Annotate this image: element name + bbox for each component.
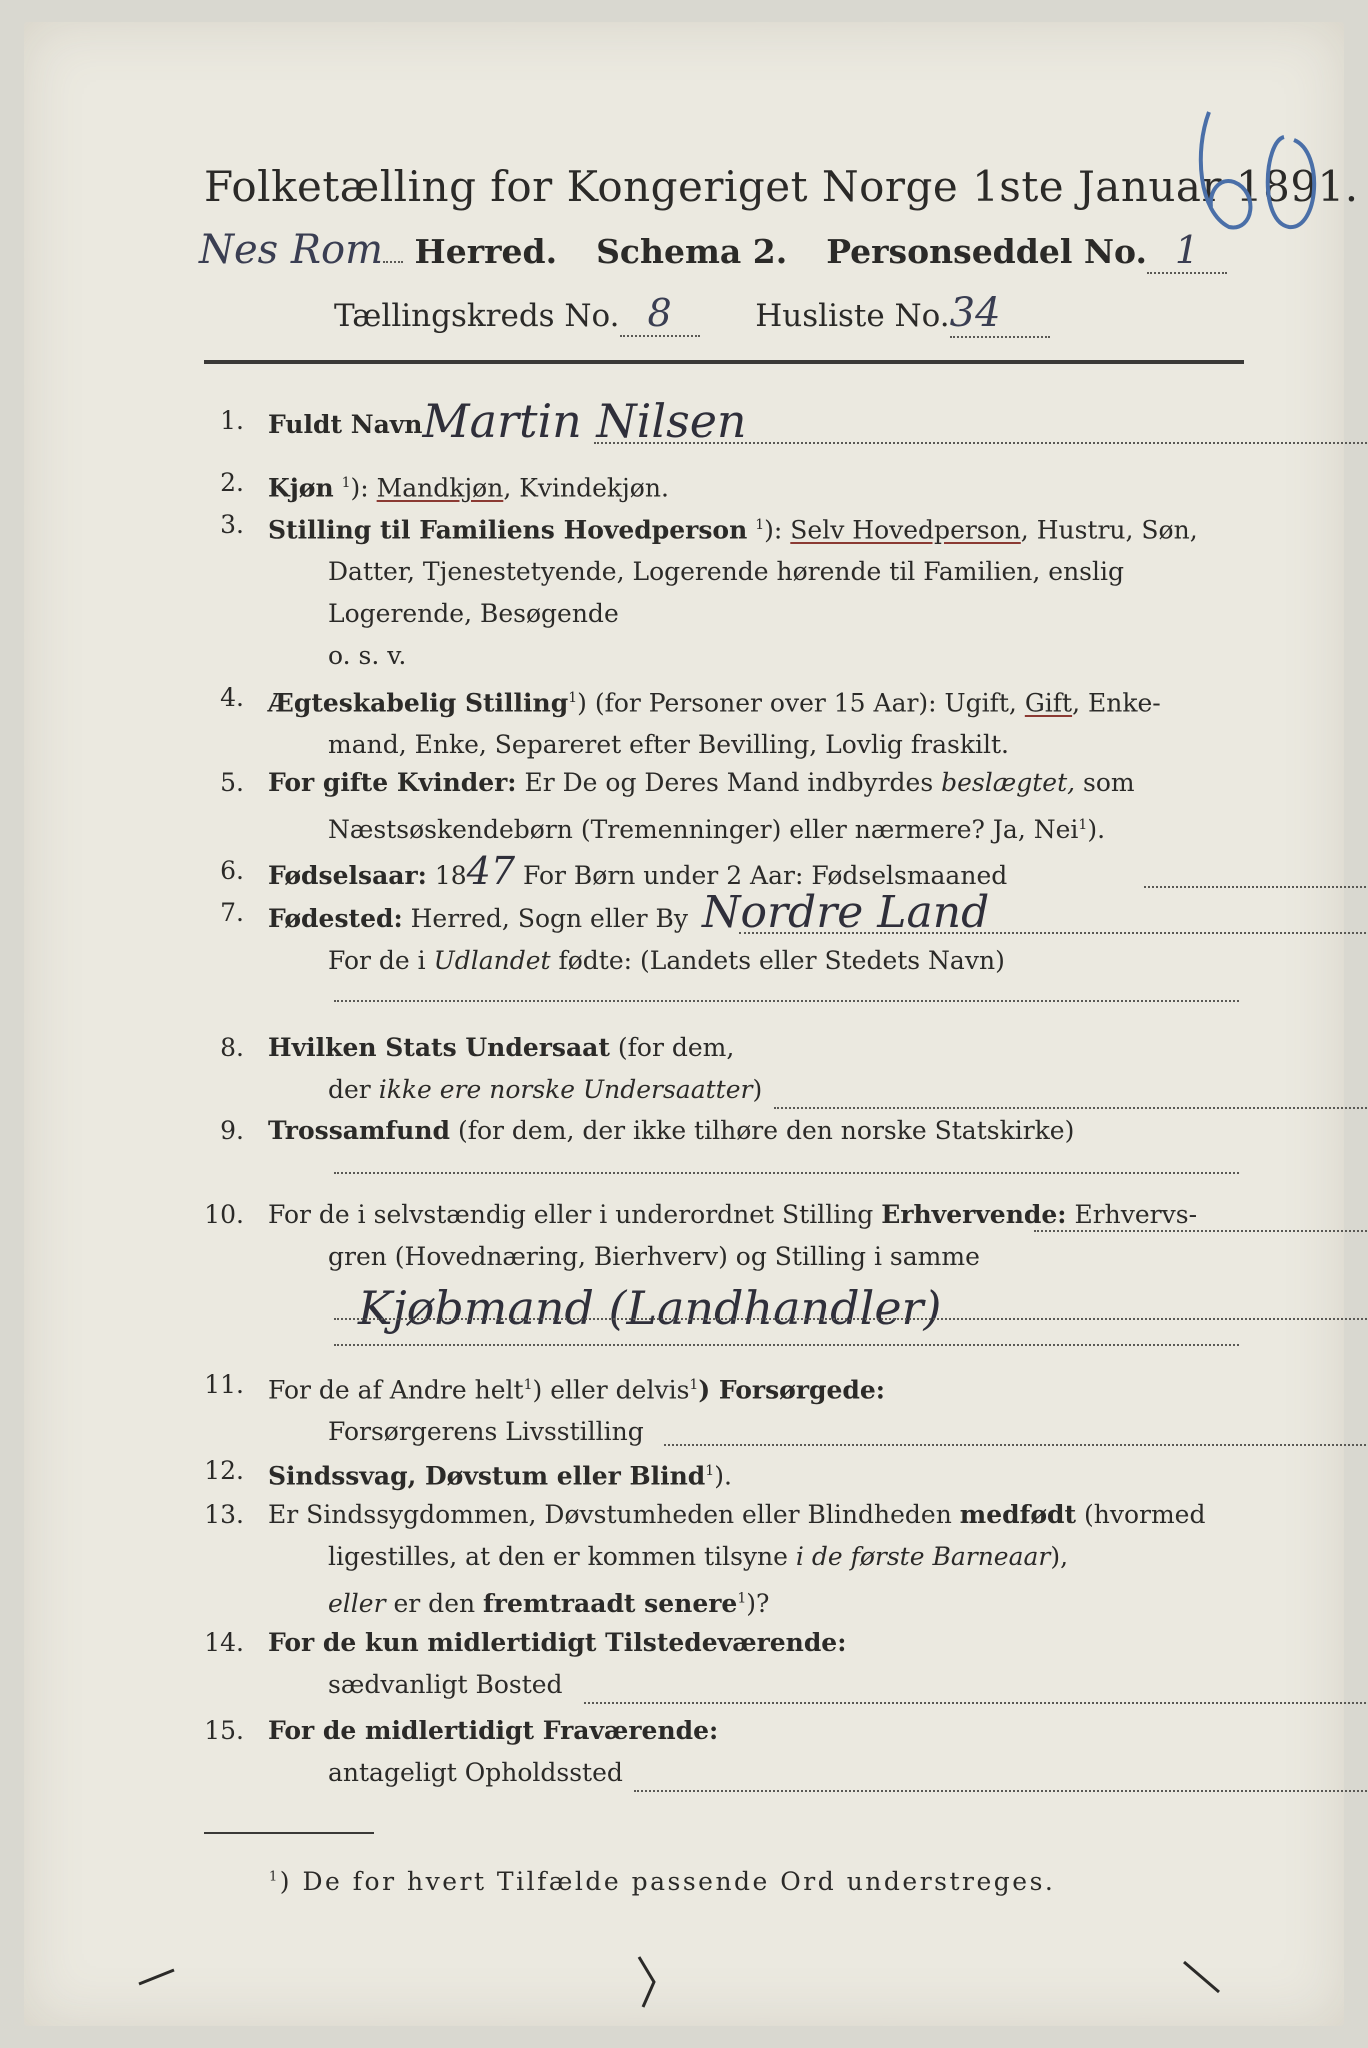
field-text: ). — [714, 1461, 732, 1491]
field-text: Forsørgerens Livsstilling — [328, 1417, 644, 1447]
item-number: 2. — [220, 468, 244, 497]
underlined-choice: Mandkjøn — [376, 473, 504, 503]
item-3-family-position — [194, 504, 1254, 674]
field-text: , Kvindekjøn. — [503, 473, 669, 503]
field-text: ) (for Personer over 15 Aar): Ugift, — [577, 688, 1025, 718]
item-5-married-women — [194, 762, 1254, 848]
underlined-choice: Gift — [1024, 688, 1073, 718]
field-text: , Hustru, Søn, — [1020, 515, 1198, 545]
item-number: 10. — [204, 1200, 244, 1229]
footnote-ref: 1 — [269, 1869, 280, 1885]
field-text: er den — [385, 1589, 484, 1619]
field-text: ) — [752, 1075, 763, 1104]
field-text: ligestilles, at den er kommen tilsyne — [328, 1542, 796, 1571]
footnote-ref: 1 — [568, 690, 578, 706]
field-text: Herred, Sogn eller By — [402, 904, 689, 933]
pencil-mark — [1179, 1957, 1229, 1997]
field-text: For de af Andre helt — [268, 1375, 524, 1405]
field-text: der — [328, 1075, 379, 1104]
field-text: ). — [1087, 815, 1106, 845]
birth-year-handwritten: 47 — [466, 849, 516, 893]
field-text: ): — [764, 515, 783, 545]
field-text: som — [1075, 768, 1135, 797]
item-11-supported — [194, 1364, 1254, 1450]
field-text: (for dem, — [609, 1033, 735, 1062]
footnote-ref: 1 — [689, 1377, 699, 1393]
item-12-disability — [194, 1450, 1254, 1494]
field-text: Logerende, Besøgende — [328, 599, 619, 629]
field-text: i de første Barneaar — [795, 1542, 1051, 1571]
field-label: Sindssvag, Døvstum eller Blind — [268, 1461, 706, 1491]
footnote-rule — [204, 1832, 374, 1834]
field-text: ), — [1050, 1542, 1069, 1571]
item-9-religion — [194, 1110, 1254, 1154]
field-text: For Børn under 2 Aar: Fødselsmaaned — [515, 861, 1008, 890]
census-form-sheet — [24, 22, 1359, 2026]
herred-handwritten: Nes Rom — [199, 227, 384, 273]
footnote-ref: 1 — [737, 1591, 747, 1607]
header-rule — [204, 360, 1244, 364]
field-text: fødte: (Landets eller Stedets Navn) — [550, 946, 1005, 975]
item-1-full-name — [194, 394, 1254, 450]
pencil-mark — [134, 1962, 194, 1992]
field-text: mand, Enke, Separeret efter Bevilling, Lovlig fraskilt. — [328, 730, 1009, 760]
header-line-herred — [199, 227, 1254, 277]
kreds-label: Tællingskreds No. — [334, 298, 620, 334]
item-14-temporary-present — [194, 1622, 1254, 1708]
field-text: ): — [350, 473, 369, 503]
field-text: fremtraadt senere — [483, 1589, 738, 1619]
item-number: 4. — [220, 683, 244, 712]
field-text: (hvormed — [1076, 1500, 1206, 1529]
field-text: Er De og Deres Mand indbyrdes — [516, 768, 942, 797]
field-label: For gifte Kvinder: — [268, 768, 517, 797]
field-label: Kjøn — [268, 473, 334, 503]
item-number: 14. — [204, 1628, 244, 1657]
header-line-kreds — [334, 290, 1134, 340]
field-text: For de i selvstændig eller i underordnet Stilling — [268, 1200, 882, 1229]
name-handwritten: Martin Nilsen — [422, 394, 747, 448]
form-title: Folketælling for Kongeriget Norge 1ste Januar 1891. — [204, 162, 1359, 211]
item-15-temporary-absent — [194, 1710, 1254, 1796]
field-text: 18 — [426, 861, 467, 890]
field-label: Fødested: — [268, 904, 403, 933]
field-text: antageligt Opholdssted — [328, 1758, 623, 1787]
field-text: )? — [746, 1589, 770, 1619]
field-label: Stilling til Familiens Hovedperson — [268, 515, 748, 545]
field-label: For de kun midlertidigt Tilstedeværende: — [268, 1628, 847, 1657]
item-10-occupation — [194, 1194, 1254, 1334]
item-number: 1. — [220, 406, 244, 435]
field-text: For de i — [328, 946, 434, 975]
field-text: Datter, Tjenestetyende, Logerende hørende til Familien, enslig — [328, 557, 1125, 587]
birthplace-handwritten: Nordre Land — [702, 887, 990, 938]
item-number: 12. — [204, 1456, 244, 1485]
field-text: o. s. v. — [328, 641, 407, 671]
husliste-label: Husliste No. — [755, 298, 950, 334]
field-label: Fødselsaar: — [268, 861, 427, 890]
field-text: Erhvervs- — [1066, 1200, 1198, 1229]
field-text: beslægtet, — [941, 768, 1076, 797]
field-label: Trossamfund — [268, 1116, 451, 1145]
footnote-ref: 1 — [341, 475, 351, 491]
kreds-handwritten: 8 — [620, 291, 700, 337]
field-text: eller — [328, 1589, 386, 1619]
item-number: 8. — [220, 1033, 244, 1062]
footnote-ref: 1 — [1078, 817, 1088, 833]
field-label: Ægteskabelig Stilling — [268, 688, 569, 718]
field-text: gren (Hovednæring, Bierhverv) og Stilling i samme — [328, 1242, 980, 1271]
field-label: Fuldt Navn — [268, 410, 423, 439]
item-number: 15. — [204, 1716, 244, 1745]
footnote-ref: 1 — [523, 1377, 533, 1393]
footnote — [269, 1867, 1055, 1896]
footnote-ref: 1 — [705, 1463, 715, 1479]
item-2-sex — [194, 462, 1254, 506]
field-text: , Enke- — [1072, 688, 1161, 718]
pencil-mark — [629, 1952, 669, 2012]
item-7-birthplace — [194, 887, 1254, 984]
underlined-choice: Selv Hovedperson — [790, 515, 1021, 545]
field-label: medfødt — [959, 1500, 1077, 1529]
item-number: 7. — [220, 898, 244, 927]
field-text: ikke ere norske Undersaatter — [378, 1075, 753, 1104]
field-text: sædvanligt Bosted — [328, 1670, 563, 1699]
item-4-marital-status — [194, 677, 1254, 763]
item-number: 5. — [220, 768, 244, 797]
footnote-text: ) De for hvert Tilfælde passende Ord understreges. — [279, 1867, 1056, 1896]
item-number: 11. — [204, 1370, 244, 1399]
field-label: Hvilken Stats Undersaat — [268, 1033, 610, 1062]
item-number: 6. — [220, 856, 244, 885]
field-label: Erhvervende: — [881, 1200, 1067, 1229]
field-text: Er Sindssygdommen, Døvstumheden eller Blindheden — [268, 1500, 960, 1529]
item-number: 3. — [220, 510, 244, 539]
schema-label: Schema 2. — [596, 232, 788, 271]
field-label: For de midlertidigt Fraværende: — [268, 1716, 719, 1745]
field-text: Udlandet — [433, 946, 551, 975]
field-text: Næstsøskendebørn (Tremenninger) eller nærmere? Ja, Nei — [328, 815, 1079, 845]
herred-label: Herred. — [414, 232, 558, 271]
personseddel-label: Personseddel No. — [826, 232, 1147, 271]
footnote-ref: 1 — [755, 517, 765, 533]
field-label: ) Forsørgede: — [698, 1375, 886, 1405]
occupation-handwritten: Kjøbmand (Landhandler) — [358, 1281, 942, 1335]
item-13-congenital — [194, 1494, 1254, 1624]
field-text: (for dem, der ikke tilhøre den norske Statskirke) — [450, 1116, 1075, 1145]
item-number: 9. — [220, 1116, 244, 1145]
personseddel-handwritten: 1 — [1147, 228, 1227, 274]
husliste-handwritten: 34 — [950, 290, 1050, 338]
field-text: ) eller delvis — [532, 1375, 690, 1405]
item-number: 13. — [204, 1500, 244, 1529]
item-8-citizenship — [194, 1027, 1254, 1113]
